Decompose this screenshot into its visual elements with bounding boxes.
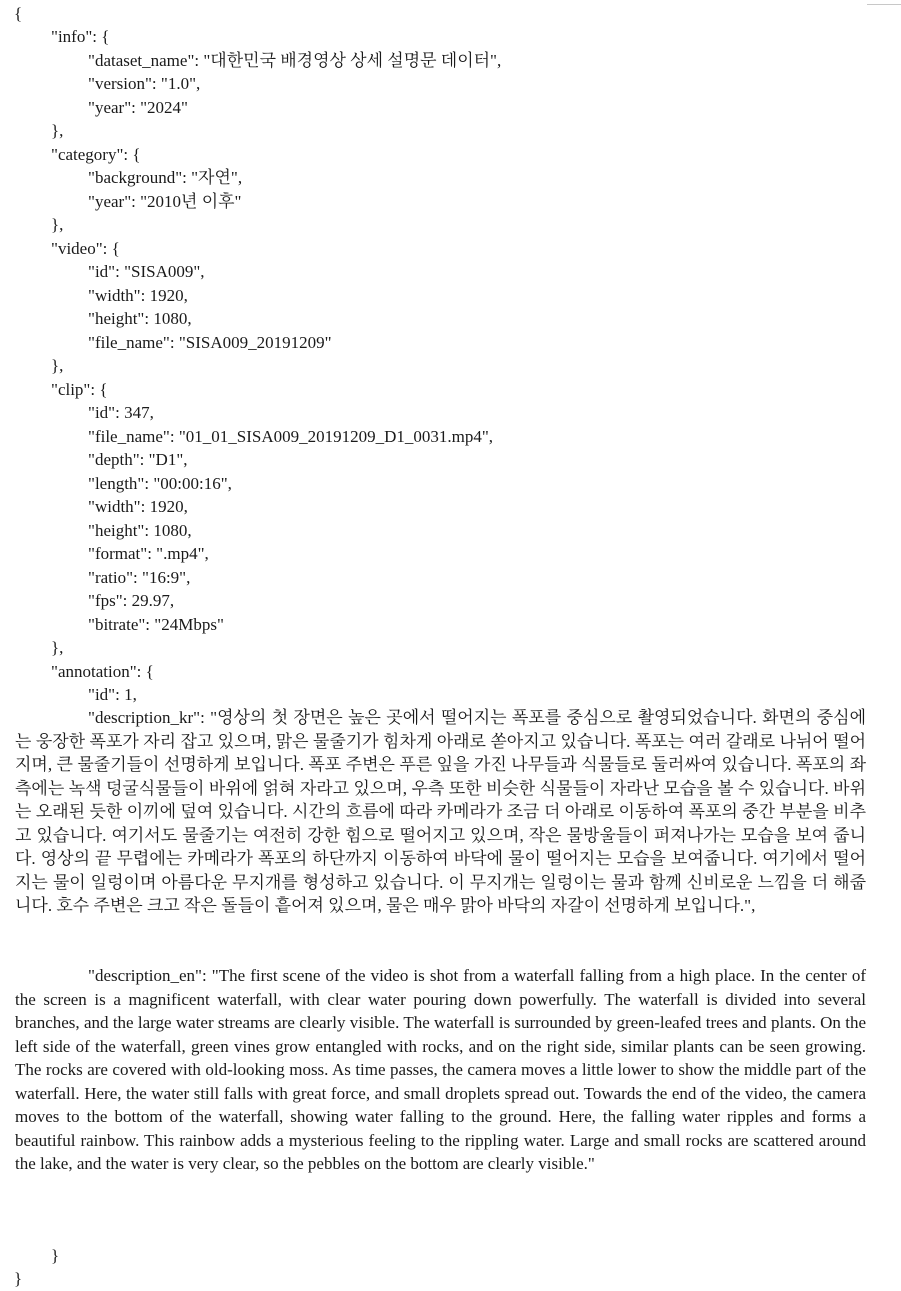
clip-height: "height": 1080, bbox=[88, 521, 192, 540]
info-year: "year": "2024" bbox=[88, 98, 188, 117]
category-year: "year": "2010년 이후" bbox=[88, 192, 242, 211]
clip-depth: "depth": "D1", bbox=[88, 450, 188, 469]
annotation-key: "annotation": { bbox=[51, 662, 154, 681]
top-divider bbox=[867, 4, 901, 5]
clip-bitrate: "bitrate": "24Mbps" bbox=[88, 615, 224, 634]
clip-id: "id": 347, bbox=[88, 403, 154, 422]
annotation-close: } bbox=[51, 1246, 60, 1265]
clip-width: "width": 1920, bbox=[88, 497, 188, 516]
info-version: "version": "1.0", bbox=[88, 74, 201, 93]
clip-format: "format": ".mp4", bbox=[88, 544, 209, 563]
clip-key: "clip": { bbox=[51, 380, 108, 399]
info-dataset-name: "dataset_name": "대한민국 배경영상 상세 설명문 데이터", bbox=[88, 51, 502, 70]
video-file-name: "file_name": "SISA009_20191209" bbox=[88, 333, 332, 352]
annotation-id: "id": 1, bbox=[88, 685, 137, 704]
category-close: }, bbox=[51, 215, 64, 234]
video-close: }, bbox=[51, 356, 64, 375]
category-background: "background": "자연", bbox=[88, 168, 243, 187]
annotation-description-en: "description_en": "The first scene of the video is shot from a waterfall falling from a high place. In the center of the screen is a magnificent waterfall, with clear water pouring down powerfully. The waterfall is divided into several branches, and the large water streams are clearly visible. The waterfall is surrounded by green-leafed trees and plants. On the left side of the waterfall, green vines grow entangled with rocks, and on the right side, similar plants can be seen growing. The rocks are covered with old-looking moss. As time passes, the camera moves a little lower to show the middle part of the waterfall. Here, the water still falls with great force, and small droplets spread out. Towards the end of the video, the camera moves to the bottom of the waterfall, showing water falling to the ground. Here, the falling water ripples and forms a beautiful rainbow. This rainbow adds a mysterious feeling to the rippling water. Large and small rocks are scattered around the lake, and the water is very clear, so the pebbles on the bottom are clearly visible." bbox=[15, 966, 866, 1173]
video-key: "video": { bbox=[51, 239, 120, 258]
root-close-brace: } bbox=[14, 1269, 23, 1288]
clip-close: }, bbox=[51, 638, 64, 657]
category-key: "category": { bbox=[51, 145, 141, 164]
clip-length: "length": "00:00:16", bbox=[88, 474, 232, 493]
info-key: "info": { bbox=[51, 27, 110, 46]
clip-file-name: "file_name": "01_01_SISA009_20191209_D1_0031.mp4", bbox=[88, 427, 494, 446]
root-open-brace: { bbox=[14, 4, 23, 23]
video-id: "id": "SISA009", bbox=[88, 262, 205, 281]
video-height: "height": 1080, bbox=[88, 309, 192, 328]
clip-ratio: "ratio": "16:9", bbox=[88, 568, 191, 587]
annotation-description-kr: "description_kr": "영상의 첫 장면은 높은 곳에서 떨어지는 폭포를 중심으로 촬영되었습니다. 화면의 중심에는 웅장한 폭포가 자리 잡고 있으며, 맑은 물줄기가 힘차게 아래로 쏟아지고 있습니다. 폭포는 여러 갈래로 나뉘어 떨어지며, 큰 물줄기들이 선명하게 보입니다. 폭포 주변은 푸른 잎을 가진 나무들과 식물들로 둘러싸여 있습니다. 폭포의 좌측에는 녹색 덩굴식물들이 바위에 얽혀 자라고 있으며, 우측 또한 비슷한 식물들이 자라난 모습을 볼 수 있습니다. 바위는 오래된 듯한 이끼에 덮여 있습니다. 시간의 흐름에 따라 카메라가 조금 더 아래로 이동하여 폭포의 중간 부분을 비추고 있습니다. 여기서도 물줄기는 여전히 강한 힘으로 떨어지고 있으며, 작은 물방울들이 퍼져나가는 모습을 보여 줍니다. 영상의 끝 무렵에는 카메라가 폭포의 하단까지 이동하여 바닥에 물이 떨어지는 모습을 보여줍니다. 여기에서 떨어지는 물이 일렁이며 아름다운 무지개를 형성하고 있습니다. 이 무지개는 일렁이는 물과 함께 신비로운 느낌을 더 해줍니다. 호수 주변은 크고 작은 돌들이 흩어져 있으며, 물은 매우 맑아 바닥의 자갈이 선명하게 보입니다.", bbox=[15, 708, 866, 915]
clip-fps: "fps": 29.97, bbox=[88, 591, 175, 610]
info-close: }, bbox=[51, 121, 64, 140]
video-width: "width": 1920, bbox=[88, 286, 188, 305]
